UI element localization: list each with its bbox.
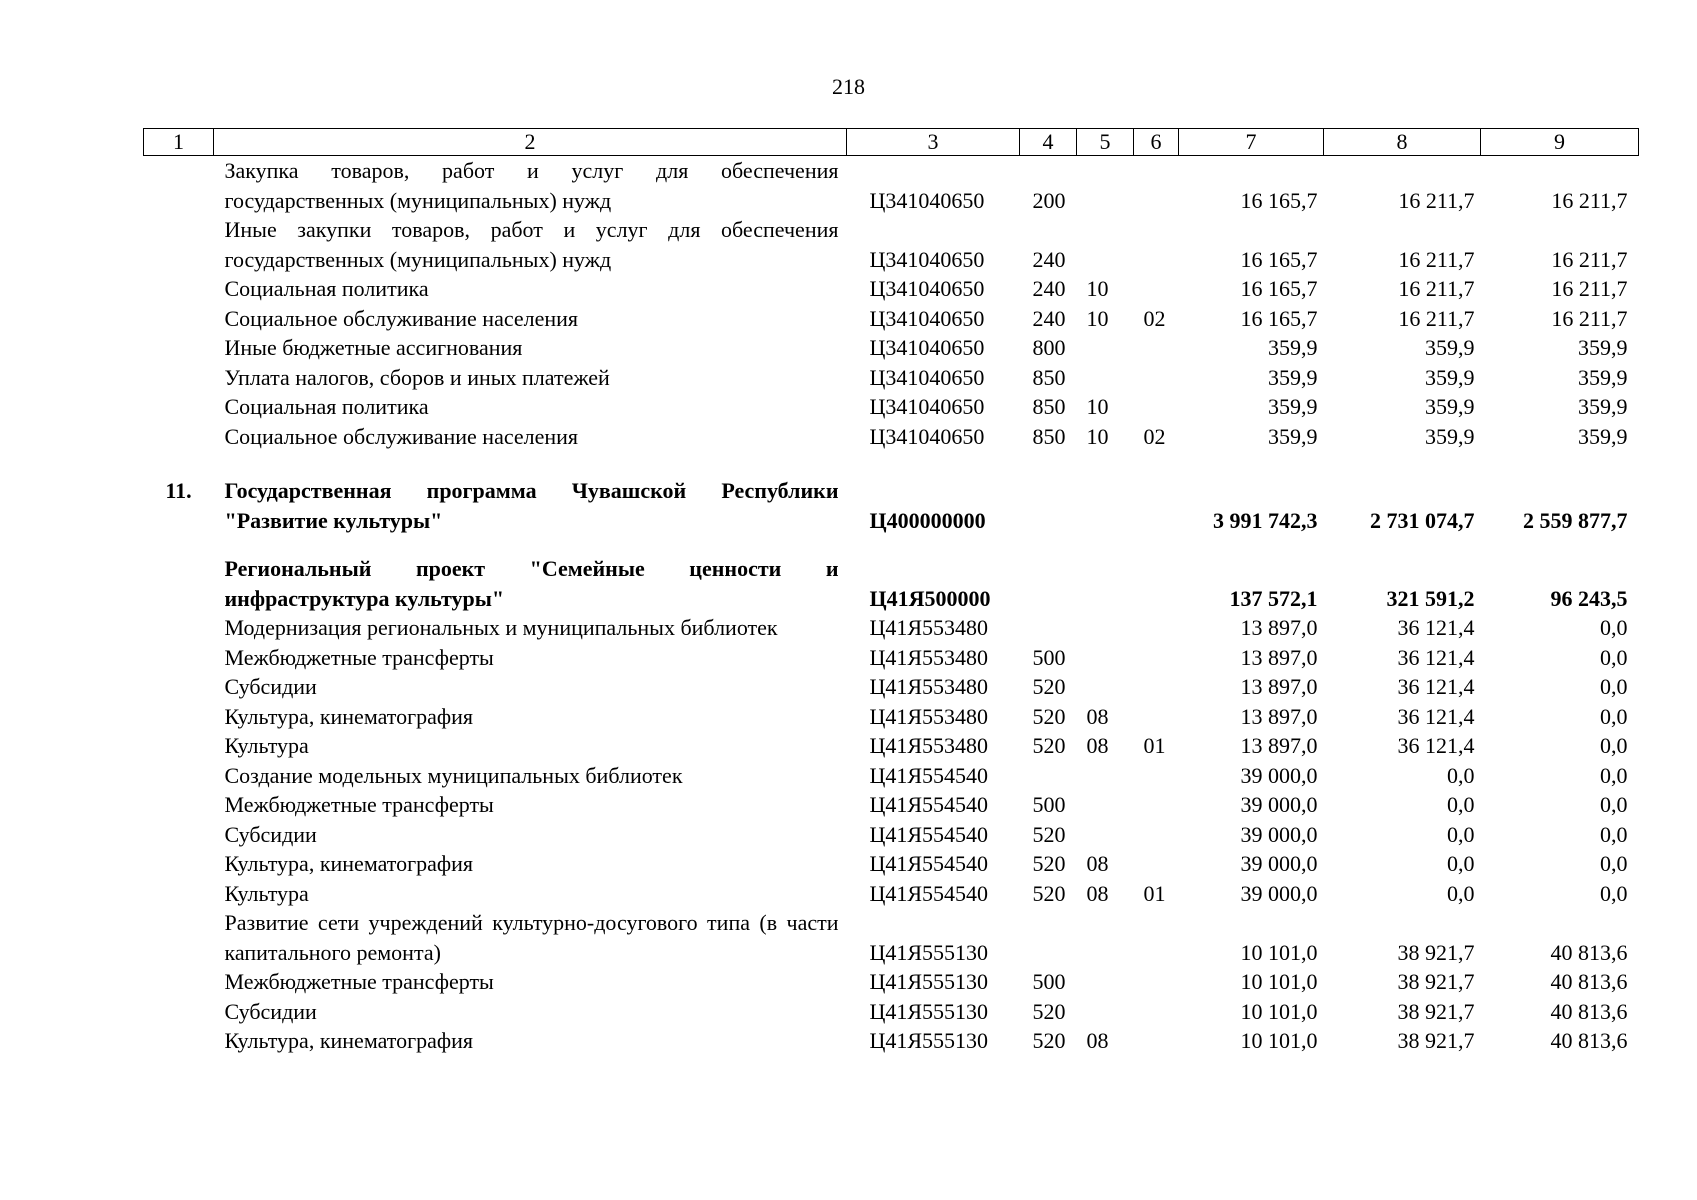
amount-col-9: 0,0 bbox=[1600, 703, 1628, 729]
row-number bbox=[144, 820, 214, 850]
subsection-code: 01 bbox=[1143, 880, 1166, 906]
row-name: Субсидии bbox=[224, 821, 317, 847]
subsection-code bbox=[1134, 451, 1179, 535]
row-number bbox=[144, 1026, 214, 1056]
subsection-code bbox=[1134, 215, 1179, 274]
row-number bbox=[144, 304, 214, 334]
row-name: Уплата налогов, сборов и иных платежей bbox=[224, 364, 610, 390]
section-code bbox=[1077, 967, 1134, 997]
target-article-code: Ц41Я553480 bbox=[869, 733, 989, 758]
row-number bbox=[144, 363, 214, 393]
row-name: Межбюджетные трансферты bbox=[224, 644, 494, 670]
row-number bbox=[144, 535, 214, 613]
amount-col-9: 40 813,6 bbox=[1550, 939, 1628, 965]
target-article-code: Ц341040650 bbox=[869, 305, 985, 331]
column-header: 5 bbox=[1077, 129, 1134, 156]
budget-table bbox=[143, 128, 1639, 1056]
amount-col-9: 359,9 bbox=[1578, 423, 1628, 449]
subsection-code bbox=[1134, 761, 1179, 791]
amount-col-9: 0,0 bbox=[1600, 821, 1628, 847]
row-name: Развитие сети учреждений культурно-досугового типа (в части капитального ремонта) bbox=[224, 910, 839, 965]
column-number-header-row bbox=[144, 129, 1639, 156]
row-number bbox=[144, 333, 214, 363]
subsection-code bbox=[1134, 643, 1179, 673]
section-code bbox=[1077, 761, 1134, 791]
amount-col-9: 0,0 bbox=[1600, 851, 1628, 876]
expense-type-code: 520 bbox=[1032, 733, 1066, 758]
subsection-code bbox=[1134, 333, 1179, 363]
row-number bbox=[144, 849, 214, 879]
expense-type-code: 520 bbox=[1032, 998, 1066, 1024]
amount-col-8: 38 921,7 bbox=[1397, 1028, 1475, 1053]
subsection-code bbox=[1134, 274, 1179, 304]
target-article-code: Ц41Я554540 bbox=[869, 792, 989, 817]
subsection-code: 02 bbox=[1143, 423, 1166, 449]
amount-col-9: 0,0 bbox=[1600, 880, 1628, 906]
expense-type-code bbox=[1020, 613, 1077, 643]
row-name: Модернизация региональных и муниципальных библиотек bbox=[224, 615, 778, 640]
subsection-code bbox=[1134, 613, 1179, 643]
table-row bbox=[144, 879, 1639, 909]
amount-col-7: 16 165,7 bbox=[1240, 246, 1318, 272]
amount-col-8: 0,0 bbox=[1447, 762, 1475, 788]
row-name: Государственная программа Чувашской Республики "Развитие культуры" bbox=[224, 478, 839, 533]
amount-col-7: 359,9 bbox=[1268, 394, 1318, 419]
amount-col-7: 39 000,0 bbox=[1240, 792, 1318, 817]
table-row bbox=[144, 908, 1639, 967]
row-number bbox=[144, 613, 214, 643]
amount-col-8: 36 121,4 bbox=[1397, 674, 1475, 699]
row-number: 11. bbox=[165, 478, 192, 503]
amount-col-8: 36 121,4 bbox=[1397, 644, 1475, 670]
section-code bbox=[1077, 156, 1134, 216]
amount-col-9: 0,0 bbox=[1600, 733, 1628, 758]
target-article-code: Ц341040650 bbox=[869, 364, 985, 390]
subsection-code bbox=[1134, 392, 1179, 422]
expense-type-code: 800 bbox=[1032, 335, 1066, 360]
amount-col-7: 13 897,0 bbox=[1240, 615, 1318, 640]
amount-col-7: 13 897,0 bbox=[1240, 674, 1318, 699]
table-row bbox=[144, 643, 1639, 673]
expense-type-code: 850 bbox=[1032, 394, 1066, 419]
row-name: Культура bbox=[224, 733, 309, 758]
row-name: Субсидии bbox=[224, 998, 317, 1024]
section-code: 08 bbox=[1086, 880, 1109, 906]
subsection-code: 01 bbox=[1143, 733, 1166, 758]
expense-type-code bbox=[1020, 761, 1077, 791]
amount-col-7: 39 000,0 bbox=[1240, 851, 1318, 876]
target-article-code: Ц341040650 bbox=[869, 246, 985, 272]
amount-col-9: 40 813,6 bbox=[1550, 1028, 1628, 1053]
column-header: 9 bbox=[1481, 129, 1639, 156]
table-row bbox=[144, 304, 1639, 334]
subsection-code bbox=[1134, 1026, 1179, 1056]
amount-col-9: 0,0 bbox=[1600, 792, 1628, 817]
table-row bbox=[144, 392, 1639, 422]
amount-col-7: 13 897,0 bbox=[1240, 733, 1318, 758]
amount-col-8: 2 731 074,7 bbox=[1370, 507, 1475, 533]
amount-col-8: 36 121,4 bbox=[1397, 615, 1475, 640]
section-code: 08 bbox=[1086, 851, 1109, 876]
section-code: 10 bbox=[1086, 423, 1109, 449]
amount-col-8: 321 591,2 bbox=[1386, 585, 1475, 611]
table-row bbox=[144, 274, 1639, 304]
row-name: Культура bbox=[224, 880, 309, 906]
table-row bbox=[144, 613, 1639, 643]
subsection-code bbox=[1134, 997, 1179, 1027]
target-article-code: Ц341040650 bbox=[869, 187, 985, 213]
row-name: Социальное обслуживание населения bbox=[224, 423, 579, 449]
subsection-code bbox=[1134, 363, 1179, 393]
target-article-code: Ц400000000 bbox=[869, 507, 986, 533]
table-row bbox=[144, 215, 1639, 274]
row-number bbox=[144, 672, 214, 702]
subsection-code bbox=[1134, 672, 1179, 702]
section-code bbox=[1077, 820, 1134, 850]
target-article-code: Ц341040650 bbox=[869, 335, 985, 360]
target-article-code: Ц341040650 bbox=[869, 394, 985, 419]
amount-col-9: 0,0 bbox=[1600, 762, 1628, 788]
table-row bbox=[144, 156, 1639, 216]
amount-col-9: 359,9 bbox=[1578, 335, 1628, 360]
row-number bbox=[144, 422, 214, 452]
row-number bbox=[144, 274, 214, 304]
row-name: Межбюджетные трансферты bbox=[224, 792, 494, 817]
amount-col-8: 0,0 bbox=[1447, 880, 1475, 906]
amount-col-8: 16 211,7 bbox=[1398, 305, 1475, 331]
expense-type-code: 850 bbox=[1032, 364, 1066, 390]
row-number bbox=[144, 156, 214, 216]
target-article-code: Ц41Я554540 bbox=[869, 851, 989, 876]
amount-col-8: 16 211,7 bbox=[1398, 246, 1475, 272]
page-number: 218 bbox=[832, 74, 865, 99]
row-name: Культура, кинематография bbox=[224, 1028, 474, 1053]
target-article-code: Ц41Я554540 bbox=[869, 762, 989, 788]
amount-col-7: 359,9 bbox=[1268, 364, 1318, 390]
expense-type-code: 200 bbox=[1032, 187, 1066, 213]
row-name: Закупка товаров, работ и услуг для обеспечения государственных (муниципальных) нужд bbox=[224, 158, 839, 213]
row-number bbox=[144, 392, 214, 422]
row-name: Иные бюджетные ассигнования bbox=[224, 335, 523, 360]
amount-col-7: 16 165,7 bbox=[1240, 187, 1318, 213]
expense-type-code: 520 bbox=[1032, 821, 1066, 847]
target-article-code: Ц41Я554540 bbox=[869, 821, 989, 847]
column-header: 1 bbox=[144, 129, 214, 156]
expense-type-code: 520 bbox=[1032, 1028, 1066, 1053]
amount-col-9: 40 813,6 bbox=[1550, 998, 1628, 1024]
section-code bbox=[1077, 908, 1134, 967]
subsection-code bbox=[1134, 790, 1179, 820]
column-header: 7 bbox=[1179, 129, 1324, 156]
subsection-code bbox=[1134, 820, 1179, 850]
row-number bbox=[144, 997, 214, 1027]
section-code bbox=[1077, 997, 1134, 1027]
section-code bbox=[1077, 215, 1134, 274]
target-article-code: Ц41Я555130 bbox=[869, 969, 989, 994]
row-name: Культура, кинематография bbox=[224, 703, 474, 729]
table-body bbox=[144, 156, 1639, 1056]
subsection-code bbox=[1134, 908, 1179, 967]
row-name: Межбюджетные трансферты bbox=[224, 969, 494, 994]
expense-type-code: 500 bbox=[1032, 969, 1066, 994]
section-code: 10 bbox=[1086, 276, 1109, 301]
expense-type-code: 240 bbox=[1032, 246, 1066, 272]
table-row bbox=[144, 702, 1639, 732]
column-header: 4 bbox=[1020, 129, 1077, 156]
amount-col-9: 2 559 877,7 bbox=[1523, 507, 1628, 533]
target-article-code: Ц41Я553480 bbox=[869, 703, 989, 729]
row-number bbox=[144, 215, 214, 274]
amount-col-7: 39 000,0 bbox=[1240, 821, 1318, 847]
column-header: 8 bbox=[1324, 129, 1481, 156]
column-header: 2 bbox=[214, 129, 847, 156]
section-code bbox=[1077, 363, 1134, 393]
amount-col-8: 36 121,4 bbox=[1397, 733, 1475, 758]
amount-col-7: 16 165,7 bbox=[1240, 305, 1318, 331]
amount-col-9: 40 813,6 bbox=[1550, 969, 1628, 994]
table-row bbox=[144, 422, 1639, 452]
amount-col-7: 39 000,0 bbox=[1240, 880, 1318, 906]
table-row bbox=[144, 333, 1639, 363]
target-article-code: Ц41Я553480 bbox=[869, 674, 989, 699]
target-article-code: Ц41Я555130 bbox=[869, 998, 989, 1024]
amount-col-8: 38 921,7 bbox=[1397, 998, 1475, 1024]
row-number bbox=[144, 879, 214, 909]
target-article-code: Ц41Я500000 bbox=[869, 585, 991, 611]
amount-col-7: 137 572,1 bbox=[1229, 585, 1318, 611]
table-row bbox=[144, 820, 1639, 850]
amount-col-8: 359,9 bbox=[1425, 335, 1475, 360]
amount-col-7: 10 101,0 bbox=[1240, 998, 1318, 1024]
row-name: Культура, кинематография bbox=[224, 851, 474, 876]
subsection-code bbox=[1134, 535, 1179, 613]
amount-col-8: 359,9 bbox=[1425, 394, 1475, 419]
section-code bbox=[1077, 451, 1134, 535]
expense-type-code: 850 bbox=[1032, 423, 1066, 449]
amount-col-8: 0,0 bbox=[1447, 851, 1475, 876]
table-row bbox=[144, 731, 1639, 761]
section-code bbox=[1077, 535, 1134, 613]
section-code bbox=[1077, 790, 1134, 820]
expense-type-code: 500 bbox=[1032, 792, 1066, 817]
row-name: Субсидии bbox=[224, 674, 317, 699]
amount-col-7: 13 897,0 bbox=[1240, 703, 1318, 729]
table-row bbox=[144, 1026, 1639, 1056]
section-code: 08 bbox=[1086, 733, 1109, 758]
target-article-code: Ц341040650 bbox=[869, 423, 985, 449]
column-header: 3 bbox=[847, 129, 1020, 156]
amount-col-8: 38 921,7 bbox=[1397, 969, 1475, 994]
subsection-code bbox=[1134, 849, 1179, 879]
amount-col-8: 359,9 bbox=[1425, 423, 1475, 449]
amount-col-8: 16 211,7 bbox=[1398, 187, 1475, 213]
amount-col-8: 0,0 bbox=[1447, 792, 1475, 817]
amount-col-9: 0,0 bbox=[1600, 615, 1628, 640]
row-number bbox=[144, 702, 214, 732]
amount-col-9: 0,0 bbox=[1600, 674, 1628, 699]
amount-col-9: 359,9 bbox=[1578, 394, 1628, 419]
row-name: Социальное обслуживание населения bbox=[224, 305, 579, 331]
table-row bbox=[144, 672, 1639, 702]
amount-col-8: 36 121,4 bbox=[1397, 703, 1475, 729]
row-number bbox=[144, 643, 214, 673]
amount-col-7: 10 101,0 bbox=[1240, 939, 1318, 965]
amount-col-7: 359,9 bbox=[1268, 335, 1318, 360]
expense-type-code bbox=[1020, 451, 1077, 535]
target-article-code: Ц41Я555130 bbox=[869, 939, 989, 965]
row-number bbox=[144, 908, 214, 967]
amount-col-9: 0,0 bbox=[1600, 644, 1628, 670]
amount-col-9: 16 211,7 bbox=[1551, 276, 1628, 301]
table-row bbox=[144, 535, 1639, 613]
row-name: Иные закупки товаров, работ и услуг для обеспечения государственных (муниципальных) нужд bbox=[224, 217, 839, 272]
subsection-code bbox=[1134, 967, 1179, 997]
amount-col-7: 359,9 bbox=[1268, 423, 1318, 449]
table-row bbox=[144, 967, 1639, 997]
table-row bbox=[144, 363, 1639, 393]
expense-type-code: 520 bbox=[1032, 880, 1066, 906]
row-number bbox=[144, 790, 214, 820]
expense-type-code: 520 bbox=[1032, 851, 1066, 876]
expense-type-code bbox=[1020, 908, 1077, 967]
target-article-code: Ц41Я555130 bbox=[869, 1028, 989, 1053]
amount-col-9: 16 211,7 bbox=[1551, 246, 1628, 272]
section-code: 08 bbox=[1086, 703, 1109, 729]
table-row bbox=[144, 451, 1639, 535]
row-name: Социальная политика bbox=[224, 276, 429, 301]
amount-col-7: 39 000,0 bbox=[1240, 762, 1318, 788]
amount-col-7: 10 101,0 bbox=[1240, 969, 1318, 994]
section-code bbox=[1077, 613, 1134, 643]
row-name: Создание модельных муниципальных библиотек bbox=[224, 762, 683, 788]
section-code: 08 bbox=[1086, 1028, 1109, 1053]
amount-col-8: 359,9 bbox=[1425, 364, 1475, 390]
table-row bbox=[144, 761, 1639, 791]
expense-type-code: 240 bbox=[1032, 276, 1066, 301]
amount-col-7: 13 897,0 bbox=[1240, 644, 1318, 670]
row-name: Региональный проект "Семейные ценности и инфраструктура культуры" bbox=[224, 556, 839, 611]
amount-col-9: 359,9 bbox=[1578, 364, 1628, 390]
section-code: 10 bbox=[1086, 394, 1109, 419]
amount-col-8: 16 211,7 bbox=[1398, 276, 1475, 301]
subsection-code bbox=[1134, 702, 1179, 732]
column-header: 6 bbox=[1134, 129, 1179, 156]
target-article-code: Ц41Я554540 bbox=[869, 880, 989, 906]
target-article-code: Ц41Я553480 bbox=[869, 615, 989, 640]
expense-type-code bbox=[1020, 535, 1077, 613]
amount-col-9: 96 243,5 bbox=[1550, 585, 1628, 611]
row-name: Социальная политика bbox=[224, 394, 429, 419]
section-code: 10 bbox=[1086, 305, 1109, 331]
expense-type-code: 500 bbox=[1032, 644, 1066, 670]
amount-col-9: 16 211,7 bbox=[1551, 305, 1628, 331]
row-number bbox=[144, 761, 214, 791]
section-code bbox=[1077, 643, 1134, 673]
table-row bbox=[144, 997, 1639, 1027]
section-code bbox=[1077, 672, 1134, 702]
amount-col-7: 16 165,7 bbox=[1240, 276, 1318, 301]
expense-type-code: 240 bbox=[1032, 305, 1066, 331]
subsection-code bbox=[1134, 156, 1179, 216]
expense-type-code: 520 bbox=[1032, 703, 1066, 729]
amount-col-7: 3 991 742,3 bbox=[1213, 507, 1318, 533]
target-article-code: Ц41Я553480 bbox=[869, 644, 989, 670]
expense-type-code: 520 bbox=[1032, 674, 1066, 699]
amount-col-7: 10 101,0 bbox=[1240, 1028, 1318, 1053]
row-number bbox=[144, 731, 214, 761]
table-row bbox=[144, 790, 1639, 820]
amount-col-8: 38 921,7 bbox=[1397, 939, 1475, 965]
amount-col-8: 0,0 bbox=[1447, 821, 1475, 847]
table-row bbox=[144, 849, 1639, 879]
target-article-code: Ц341040650 bbox=[869, 276, 985, 301]
row-number bbox=[144, 967, 214, 997]
section-code bbox=[1077, 333, 1134, 363]
subsection-code: 02 bbox=[1143, 305, 1166, 331]
amount-col-9: 16 211,7 bbox=[1551, 187, 1628, 213]
